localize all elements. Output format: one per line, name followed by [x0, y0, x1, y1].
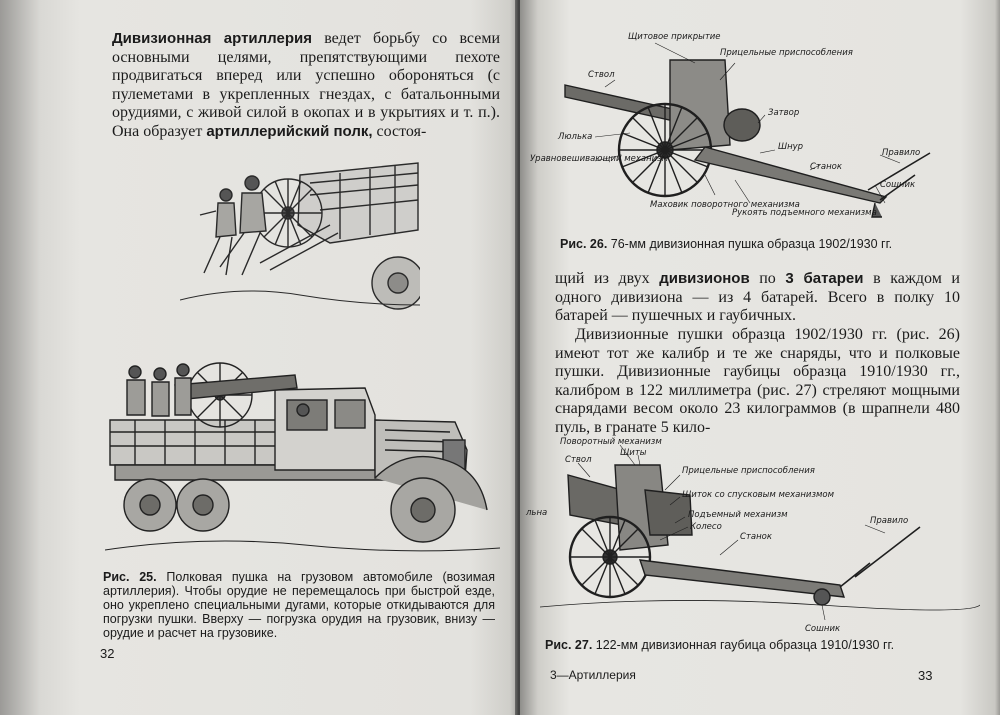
label-carriage: Станок [740, 532, 772, 542]
label-spade: Сошник [880, 180, 916, 190]
text-run: в каждом и одного дивизиона — из 4 батарей. Всего в полку 10 батарей — пушечных и гаубичных. [555, 270, 960, 325]
footer-signature: 3—Артиллерия [550, 668, 636, 682]
figure-26-gun-diagram [520, 25, 980, 230]
page-number-left: 32 [100, 646, 115, 661]
caption-label: Рис. 25. [103, 570, 157, 584]
figure-25-caption [103, 570, 495, 640]
label-spade: Сошник [805, 624, 841, 634]
label-traverse: Поворотный механизм [560, 437, 662, 447]
text-run: щий из двух [555, 270, 660, 287]
label-elevation: Рукоять подъемного механизма [732, 208, 877, 218]
bold-run: дивизионов [659, 270, 750, 287]
caption-text: 76-мм дивизионная пушка образца 1902/1930 гг. [607, 237, 893, 251]
caption-text: 122-мм дивизионная гаубица образца 1910/1930 гг. [592, 638, 895, 652]
caption-label: Рис. 26. [560, 237, 608, 251]
label-sights: Прицельные приспособления [720, 48, 853, 58]
caption-label: Рис. 27. [545, 638, 593, 652]
page-number-right: 33 [918, 668, 933, 683]
label-carriage: Станок [810, 162, 842, 172]
text-run: по [749, 270, 786, 287]
label-breech: Затвор [768, 108, 800, 118]
label-elevation: Подъемный механизм [688, 510, 788, 520]
bold-lead: Дивизионная артиллерия [112, 30, 312, 47]
right-paragraph-1 [555, 270, 960, 326]
bold-mid: артиллерийский полк, [206, 122, 373, 140]
right-page [520, 0, 1000, 715]
bold-run: 3 батареи [785, 270, 864, 287]
label-handspike: Правило [882, 148, 921, 158]
label-shields: Щиты [620, 448, 647, 458]
caption-text: Полковая пушка на грузовом автомобиле (возимая артиллерия). Чтобы орудие не перемещалось при быстрой езде, оно укреплено специальными дугами, которые откидываются для погрузки пушки. Вверху — погрузка орудия на грузовик, внизу — орудие и расчет на грузовике. [103, 570, 496, 640]
label-breech: Щиток со спусковым механизмом [682, 490, 834, 500]
text-run: состоя- [372, 122, 427, 140]
label-shield: Щитовое прикрытие [628, 32, 721, 42]
figure-27-caption [545, 638, 965, 652]
label-balancing: Уравновешивающий механизм [530, 154, 669, 164]
text-run: ведет борьбу со всеми основными целями, препятствующими пехоте продвигаться вперед или успешно обороняться (с пулеметами в укрепленных гнездах, с батальонными орудиями, с живой силой в окопах и в укрытиях и т. п.). Она образует [112, 30, 501, 140]
label-cut-off: льна [526, 508, 548, 518]
label-sights: Прицельные приспособления [682, 466, 815, 476]
figure-27-howitzer-diagram [520, 435, 980, 635]
label-barrel: Ствол [565, 455, 592, 465]
label-barrel: Ствол [588, 70, 615, 80]
illustration-truck-with-gun [105, 360, 500, 565]
figure-26-caption [560, 237, 960, 251]
label-lanyard: Шнур [778, 142, 804, 152]
left-paragraph [112, 30, 500, 142]
label-wheel: Колесо [690, 522, 722, 532]
illustration-loading-gun [180, 155, 420, 330]
right-paragraph-2 [555, 326, 960, 438]
label-handspike: Правило [870, 516, 909, 526]
label-cradle: Люлька [558, 132, 593, 142]
label-traverse: Маховик поворотного механизма [650, 200, 800, 210]
text-run: Дивизионные пушки образца 1902/1930 гг. (рис. 26) имеют тот же калибр и те же снаряды, что и полковые пушки. Дивизионные гаубицы образца 1910/1930 гг., калибром в 122 миллиметра (рис. 27) стреляют мощными снарядами весом около 23 килограммов (в шрапнели 480 пуль, в гранате 5 кило- [555, 326, 960, 436]
